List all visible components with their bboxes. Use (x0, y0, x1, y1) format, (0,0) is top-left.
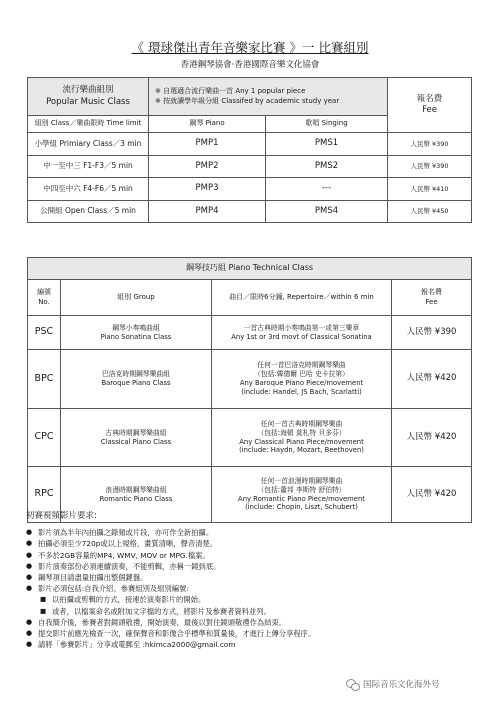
requirement-subitem (26, 606, 476, 617)
group-zh: 巴洛克時期鋼琴樂曲組 (102, 370, 170, 379)
wechat-icon (346, 679, 359, 690)
table-row (28, 200, 472, 223)
requirement-text: 自我簡介後，參賽者對鏡頭敬禮，開始演奏，最後以對住鏡頭敬禮作為結束。 (38, 617, 287, 627)
piano-code: PMP3 (149, 178, 266, 201)
repertoire-line: (include: Chopin, Liszt, Schubert) (245, 503, 358, 512)
requirement-item (26, 538, 476, 549)
column-header-group: 組別 Group (61, 280, 212, 316)
column-header-fee (392, 280, 472, 316)
repertoire-line: 任何一首巴洛克時期鋼琴樂曲 (257, 361, 346, 370)
no-label-en: No. (38, 297, 50, 306)
column-header-no (28, 280, 61, 316)
table-row (28, 133, 472, 156)
fee-label-zh: 報名費 (416, 93, 443, 104)
column-header-class: 組別 Class／樂曲限時 Time limit (28, 116, 149, 133)
requirement-item (26, 639, 476, 650)
requirement-item (26, 550, 476, 561)
piano-code: PMP2 (149, 155, 266, 178)
repertoire-line: 一首古典時期小奏鳴曲第一或第三樂章 (243, 323, 360, 332)
group-zh: 鋼琴小奏鳴曲組 (112, 323, 160, 332)
repertoire-cell (212, 316, 392, 350)
popular-category-en: Popular Music Class (46, 96, 130, 107)
requirements-heading: 初賽視頻影片要求: (26, 511, 97, 521)
no-label-zh: 編號 (37, 288, 51, 297)
requirement-subtext: 或者，以檔案命名或附加文字檔的方式，將影片及參賽者資料並列。 (52, 606, 271, 616)
requirement-subtext: 以拍攝或剪輯的方式，接連於演奏影片的開始。 (52, 595, 206, 605)
requirement-text: 請將「參賽影片」分享或電郵至 :hkimca2000@gmail.com (38, 640, 236, 650)
fee-label-en: Fee (422, 105, 437, 115)
group-cell (61, 316, 212, 350)
bullet-icon: ● (26, 561, 33, 570)
requirement-text: 不多於2GB容量的MP4, WMV, MOV or MPG.檔案。 (38, 550, 210, 560)
popular-note: ※ 按就讀學年級分組 Classifed by academic study year (155, 97, 340, 105)
requirement-item (26, 527, 476, 538)
group-en: Baroque Piano Class (101, 379, 171, 387)
requirement-text: 影片演奏部份必須連續演奏，不能剪輯，亦稱一鏡到底。 (38, 561, 221, 571)
popular-fee-header (388, 78, 472, 133)
video-requirements (26, 511, 476, 650)
requirement-text: 提交影片前應先檢查一次，確保聲音和影像合乎標準和質量後，才進行上傳分享程序。 (38, 629, 316, 639)
class-code: PSC (28, 316, 61, 350)
class-code: RPC (28, 467, 61, 523)
repertoire-line: Any Romantic Piano Piece/movement (238, 494, 365, 503)
requirement-text: 影片必須包括:自我介紹、參賽組別及組別編號: (38, 584, 189, 594)
square-bullet-icon: ■ (40, 595, 47, 604)
class-cell: 公開組 Open Class／5 min (28, 200, 149, 223)
singing-code: --- (266, 178, 388, 201)
class-cell: 中四至中六 F4-F6／5 min (28, 178, 149, 201)
requirement-subitem (26, 594, 476, 605)
repertoire-line: Any Baroque Piano Piece/movement (239, 379, 364, 387)
group-cell (61, 409, 212, 467)
technical-caption: 鋼琴技巧組 Piano Technical Class (28, 258, 472, 280)
piano-code: PMP1 (149, 133, 266, 156)
piano-code: PMP4 (149, 200, 266, 223)
bullet-icon: ● (26, 528, 33, 537)
group-zh: 古典時期鋼琴樂曲組 (105, 428, 167, 437)
class-cell: 小學組 Primiary Class／3 min (28, 133, 149, 156)
table-row (28, 316, 472, 350)
repertoire-line: Any Classical Piano Piece/movement (239, 437, 364, 446)
requirement-text: 鋼琴項目請盡量拍攝出整個鍵盤。 (38, 573, 148, 583)
repertoire-line: (include: Handel, JS Bach, Scarlatti) (241, 387, 362, 396)
requirement-item (26, 617, 476, 628)
fee-cell: 人民幣 ¥410 (388, 178, 472, 201)
repertoire-cell (212, 409, 392, 467)
repertoire-line: 任何一首古典時期鋼琴樂曲 (260, 419, 343, 428)
fee-cell: 人民幣 ¥420 (392, 409, 472, 467)
repertoire-line: Any 1st or 3rd movt of Classical Sonatina (231, 332, 372, 341)
repertoire-cell (212, 350, 392, 409)
popular-music-table (27, 77, 472, 223)
table-row (28, 178, 472, 201)
requirement-item (26, 572, 476, 583)
repertoire-line: 任何一首浪漫時期鋼琴樂曲 (260, 476, 343, 485)
class-code: CPC (28, 409, 61, 467)
bullet-icon: ● (26, 550, 33, 559)
class-cell: 中一至中三 F1-F3／5 min (28, 155, 149, 178)
page-title: 《 環球傑出青年音樂家比賽 》一 比賽組別 (131, 40, 369, 55)
requirement-text: 拍攝必須至少720p或以上規格，畫質清晰，聲音清楚。 (38, 539, 218, 549)
bullet-icon: ● (26, 584, 33, 593)
piano-technical-table (27, 257, 472, 523)
popular-notes (149, 78, 388, 116)
fee-cell: 人民幣 ¥390 (392, 316, 472, 350)
repertoire-line: (include: Haydn, Mozart, Beethoven) (239, 446, 364, 455)
bullet-icon: ● (26, 573, 33, 582)
table-row (28, 350, 472, 409)
repertoire-line: （包括:蕭邦 李斯特 舒伯特） (257, 485, 346, 494)
requirement-item (26, 561, 476, 572)
singing-code: PMS2 (266, 155, 388, 178)
bullet-icon: ● (26, 539, 33, 548)
group-en: Piano Sonatina Class (100, 332, 172, 341)
requirement-item (26, 628, 476, 639)
repertoire-line: （包括:海頓 莫札特 貝多芬） (257, 428, 346, 437)
column-header-singing: 歌唱 Singing (266, 116, 388, 133)
bullet-icon: ● (26, 617, 33, 626)
table-row (28, 155, 472, 178)
organizers: 香港鋼琴協會‧香港國際音樂文化協會 (180, 60, 320, 70)
watermark-text: 国际音乐文化海外号 (363, 680, 440, 690)
singing-code: PMS1 (266, 133, 388, 156)
group-cell (61, 350, 212, 409)
column-header-piano: 鋼琴 Piano (149, 116, 266, 133)
popular-category-header (28, 78, 149, 116)
watermark (346, 678, 440, 690)
fee-cell: 人民幣 ¥420 (392, 350, 472, 409)
popular-note: ※ 自選適合流行樂曲一首 Any 1 popular piece (155, 86, 306, 95)
popular-category-zh: 流行樂曲組別 (62, 85, 114, 96)
class-code: BPC (28, 350, 61, 409)
requirement-text: 影片須為半年內拍攝之錄頻或片段，亦可作全新拍攝。 (38, 528, 214, 538)
singing-code: PMS4 (266, 200, 388, 223)
fee-label-zh: 報名費 (421, 288, 443, 297)
fee-label-en: Fee (425, 297, 438, 306)
group-en: Romantic Piano Class (99, 494, 173, 503)
fee-cell: 人民幣 ¥390 (388, 133, 472, 156)
fee-cell: 人民幣 ¥450 (388, 200, 472, 223)
bullet-icon: ● (26, 629, 33, 638)
requirement-item (26, 583, 476, 594)
bullet-icon: ● (26, 640, 33, 649)
square-bullet-icon: ■ (40, 606, 47, 615)
table-row (28, 409, 472, 467)
fee-cell: 人民幣 ¥390 (388, 155, 472, 178)
group-zh: 浪漫時期鋼琴樂曲組 (105, 485, 167, 494)
column-header-repertoire: 曲目／限時6分鐘, Repertoire／within 6 min (212, 280, 392, 316)
repertoire-line: （包括:韓德爾 巴哈 史卡拉第） (254, 370, 349, 379)
group-en: Classical Piano Class (100, 437, 172, 446)
fee-cell: 人民幣 ¥420 (392, 467, 472, 523)
